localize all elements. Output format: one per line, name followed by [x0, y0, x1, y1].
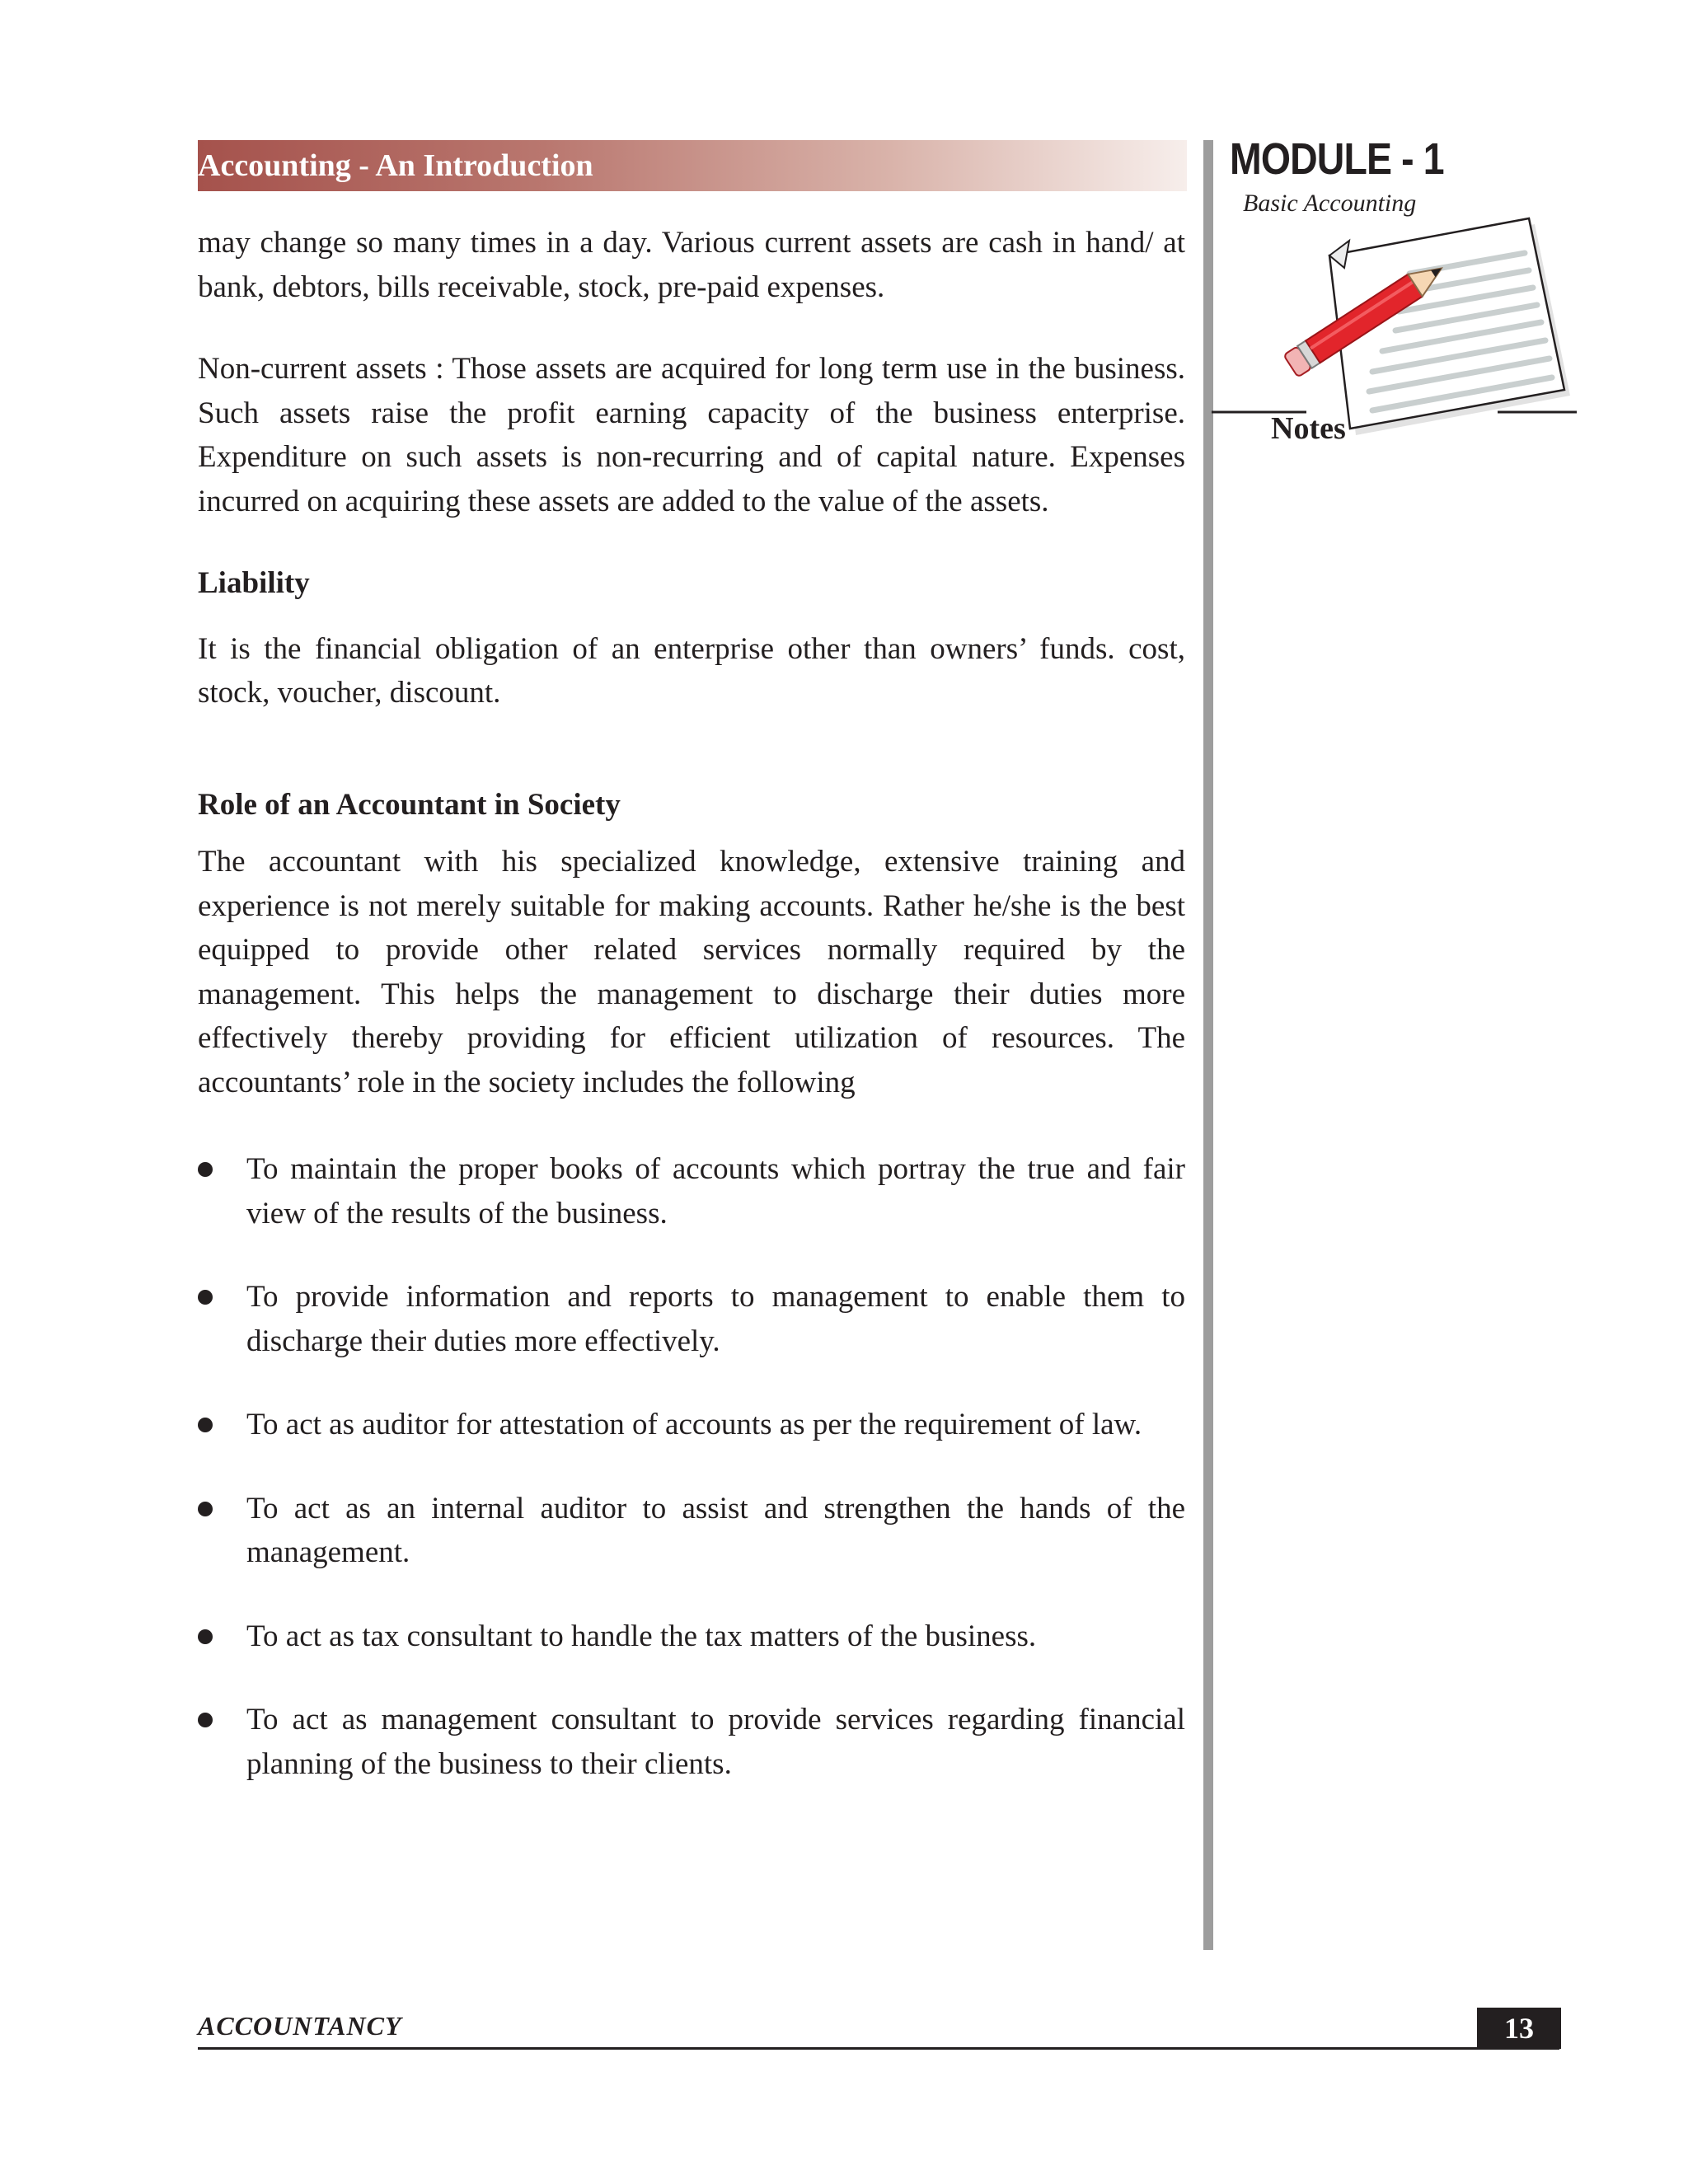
footer-subject-label: ACCOUNTANCY: [198, 2011, 402, 2041]
list-item: [198, 1275, 1185, 1363]
heading-liability: Liability: [198, 566, 310, 600]
paragraph-noncurrent-assets: Non-current assets : Those assets are acquired for long term use in the business. Such assets raise the profit earning capacity of the business enterprise. Expenditure on such assets is non-recurring and of capital nature. Expenses incurred on acquiring these assets are added to the value of the assets.: [198, 352, 1185, 518]
notes-label: Notes: [1271, 411, 1346, 446]
bullet-icon: [198, 1418, 213, 1432]
running-header-title: Accounting - An Introduction: [198, 148, 593, 183]
list-item: [198, 1615, 1185, 1659]
module-title: MODULE - 1: [1230, 134, 1444, 184]
page-number: 13: [1477, 2008, 1561, 2049]
footer-rule: [198, 2047, 1559, 2050]
list-item-text: To maintain the proper books of accounts which portray the true and fair view of the results of the business.: [246, 1152, 1185, 1230]
accountant-roles-list: [198, 1147, 1185, 1786]
list-item-text: To act as tax consultant to handle the tax matters of the business.: [246, 1619, 1037, 1653]
list-item-text: To act as auditor for attestation of accounts as per the requirement of law.: [246, 1408, 1142, 1441]
heading-role-of-accountant: Role of an Accountant in Society: [198, 787, 621, 822]
bullet-icon: [198, 1502, 213, 1516]
main-content: [198, 221, 1185, 1825]
list-item-text: To provide information and reports to management to enable them to discharge their duties more effectively.: [246, 1280, 1185, 1358]
list-item: [198, 1403, 1185, 1447]
list-item: [198, 1487, 1185, 1575]
bullet-icon: [198, 1290, 213, 1305]
module-subtitle: Basic Accounting: [1243, 190, 1417, 217]
list-item-text: To act as an internal auditor to assist and strengthen the hands of the management.: [246, 1491, 1185, 1569]
paragraph-liability: It is the financial obligation of an enterprise other than owners’ funds. cost, stock, voucher, discount.: [198, 631, 1185, 710]
paragraph-role-of-accountant: The accountant with his specialized knowledge, extensive training and experience is not merely suitable for making accounts. Rather he/she is the best equipped to provide other related services normally required by the management. This helps the management to discharge their duties more effectively thereby providing for efficient utilization of resources. The accountants’ role in the society includes the following: [198, 845, 1185, 1099]
list-item-text: To act as management consultant to provide services regarding financial planning of the business to their clients.: [246, 1703, 1185, 1781]
bullet-icon: [198, 1162, 213, 1177]
paragraph-current-assets: may change so many times in a day. Various current assets are cash in hand/ at bank, debtors, bills receivable, stock, pre-paid expenses.: [198, 226, 1185, 304]
bullet-icon: [198, 1713, 213, 1727]
notes-pencil-icon: [1207, 210, 1587, 457]
list-item: [198, 1698, 1185, 1786]
list-item: [198, 1147, 1185, 1235]
bullet-icon: [198, 1629, 213, 1644]
